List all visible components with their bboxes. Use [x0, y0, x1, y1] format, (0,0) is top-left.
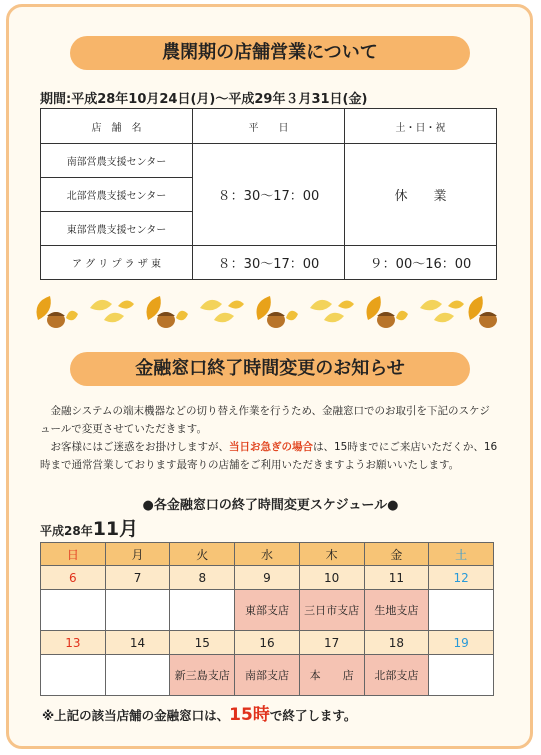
store-name: 南部営農支援センター	[41, 144, 193, 178]
weekday-tue: 火	[170, 543, 235, 566]
calendar-month: 11月	[92, 518, 139, 540]
branch-cell: 生地支店	[364, 590, 429, 631]
plaza-weekend-hours: ９：00〜16：00	[345, 246, 497, 280]
weekday-mon: 月	[105, 543, 170, 566]
urgent-highlight: 当日お急ぎの場合	[229, 441, 313, 453]
week2-branches-row	[41, 655, 494, 696]
header-store: 店 舗 名	[41, 109, 193, 144]
date-cell: 15	[170, 631, 235, 655]
weekday-fri: 金	[364, 543, 429, 566]
date-cell: 9	[235, 566, 300, 590]
leaf-cluster-icon	[367, 296, 409, 328]
center-weekend-hours: 休 業	[345, 144, 497, 246]
notice-paragraph-1: 金融システムの端末機器などの切り替え作業を行うため、金融窓口でのお取引を下記のスケジュールで変更させていただきます。	[40, 405, 490, 435]
schedule-title: ●各金融窓口の終了時間変更スケジュール●	[142, 498, 399, 513]
week1-dates-row	[41, 566, 494, 590]
weekday-header-row	[41, 543, 494, 566]
calendar-year: 平成28年	[40, 524, 93, 538]
leaf-cluster-icon	[469, 296, 498, 328]
date-cell: 17	[299, 631, 364, 655]
notice-body	[40, 402, 500, 474]
weekday-sun: 日	[41, 543, 106, 566]
leaf-cluster-icon	[257, 296, 299, 328]
week2-dates-row	[41, 631, 494, 655]
period-text: 期間:平成28年10月24日(月)〜平成29年３月31日(金)	[40, 92, 368, 107]
section1-title: 農閑期の店舗営業について	[70, 36, 470, 70]
date-cell: 12	[429, 566, 494, 590]
weekday-thu: 木	[299, 543, 364, 566]
branch-cell: 東部支店	[235, 590, 300, 631]
section2-title: 金融窓口終了時間変更のお知らせ	[70, 352, 470, 386]
closing-note	[42, 700, 356, 725]
center-weekday-hours: ８：30〜17：00	[193, 144, 345, 246]
branch-cell	[105, 590, 170, 631]
ginkgo-leaf-icon	[90, 300, 134, 322]
branch-cell	[429, 655, 494, 696]
date-cell: 6	[41, 566, 106, 590]
branch-cell: 南部支店	[235, 655, 300, 696]
branch-cell	[41, 590, 106, 631]
branch-cell	[170, 590, 235, 631]
date-cell: 10	[299, 566, 364, 590]
note-time-highlight: 15時	[229, 705, 270, 725]
note-start: ※上記の該当店舗の金融窓口は、	[42, 708, 230, 723]
weekday-sat: 土	[429, 543, 494, 566]
ginkgo-leaf-icon	[420, 300, 464, 322]
branch-cell	[41, 655, 106, 696]
branch-cell: 新三島支店	[170, 655, 235, 696]
store-name: ア グ リ プ ラ ザ 東	[41, 246, 193, 280]
week1-branches-row	[41, 590, 494, 631]
schedule-calendar	[40, 542, 494, 696]
date-cell: 7	[105, 566, 170, 590]
date-cell: 13	[41, 631, 106, 655]
date-cell: 16	[235, 631, 300, 655]
note-end: で終了します。	[269, 708, 357, 723]
branch-cell: 本 店	[299, 655, 364, 696]
date-cell: 18	[364, 631, 429, 655]
store-name: 北部営農支援センター	[41, 178, 193, 212]
branch-cell: 三日市支店	[299, 590, 364, 631]
date-cell: 8	[170, 566, 235, 590]
table-row	[41, 144, 497, 178]
autumn-leaves-decoration	[30, 290, 510, 336]
leaf-cluster-icon	[147, 296, 189, 328]
header-weekend: 土・日・祝	[345, 109, 497, 144]
ginkgo-leaf-icon	[310, 300, 354, 322]
weekday-wed: 水	[235, 543, 300, 566]
header-weekday: 平 日	[193, 109, 345, 144]
date-cell: 11	[364, 566, 429, 590]
branch-cell	[429, 590, 494, 631]
table-row	[41, 246, 497, 280]
store-hours-table	[40, 108, 497, 280]
table-header-row	[41, 109, 497, 144]
plaza-weekday-hours: ８：30〜17：00	[193, 246, 345, 280]
date-cell: 19	[429, 631, 494, 655]
notice-paragraph-2	[40, 438, 500, 474]
para2-end: は、15時までにご来店いただくか、16時まで通常営業しております最寄りの店舗をご利用いただきますようお願いいたします。	[40, 441, 498, 471]
branch-cell	[105, 655, 170, 696]
leaf-cluster-icon	[37, 296, 79, 328]
branch-cell: 北部支店	[364, 655, 429, 696]
date-cell: 14	[105, 631, 170, 655]
calendar-heading	[40, 514, 138, 541]
ginkgo-leaf-icon	[200, 300, 244, 322]
para2-start: お客様にはご迷惑をお掛けしますが、	[40, 441, 229, 453]
store-name: 東部営農支援センター	[41, 212, 193, 246]
